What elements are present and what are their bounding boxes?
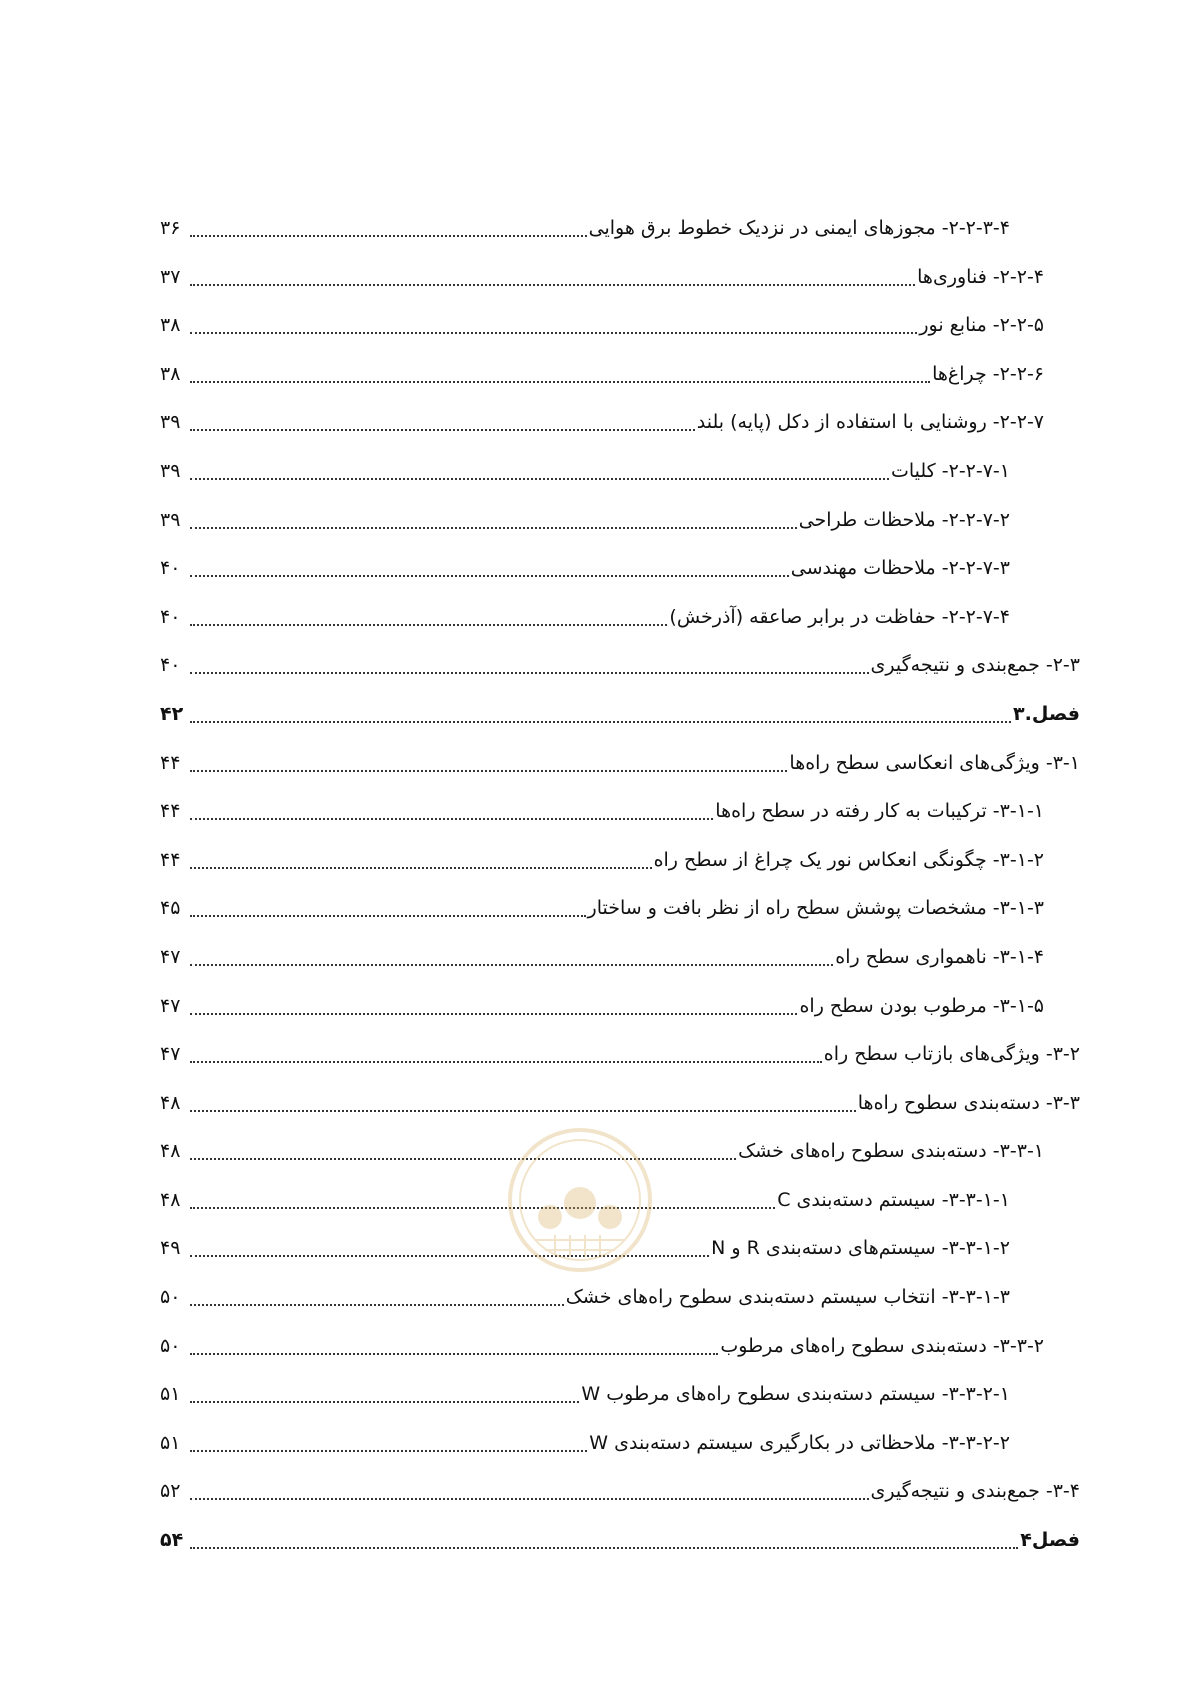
dot-leader — [190, 817, 713, 820]
toc-entry[interactable] — [160, 1372, 1080, 1421]
toc-entry-title: ۳-۱-۱- ترکیبات به کار رفته در سطح راه‌ها — [715, 800, 1044, 823]
toc-entry[interactable] — [160, 595, 1080, 644]
toc-entry[interactable] — [160, 741, 1080, 790]
toc-entry-page-number: ۴۲ — [160, 702, 184, 725]
toc-entry-page-number: ۴۰ — [160, 557, 181, 580]
dot-leader — [190, 1206, 775, 1209]
toc-entry[interactable] — [160, 984, 1080, 1033]
toc-entry-page-number: ۵۰ — [160, 1286, 181, 1309]
toc-entry-title: ۳-۳-۱- دسته‌بندی سطوح راه‌های خشک — [738, 1140, 1044, 1163]
toc-entry-title: ۲-۳- جمع‌بندی و نتیجه‌گیری — [870, 654, 1080, 677]
toc-entry[interactable] — [160, 643, 1080, 692]
dot-leader — [190, 623, 667, 626]
dot-leader — [190, 769, 787, 772]
toc-entry-title: ۲-۲-۷-۱- کلیات — [890, 459, 1010, 482]
dot-leader — [190, 574, 789, 577]
toc-entry-page-number: ۴۰ — [160, 654, 181, 677]
toc-entry-page-number: ۵۴ — [160, 1529, 184, 1552]
dot-leader — [190, 1352, 718, 1355]
toc-entry[interactable] — [160, 303, 1080, 352]
toc-entry-page-number: ۴۸ — [160, 1140, 181, 1163]
toc-entry-page-number: ۴۴ — [160, 800, 181, 823]
dot-leader — [190, 671, 869, 674]
dot-leader — [190, 963, 833, 966]
toc-entry-page-number: ۵۱ — [160, 1383, 181, 1406]
toc-entry-title: ۲-۲-۴- فناوری‌ها — [917, 265, 1044, 288]
toc-entry[interactable] — [160, 886, 1080, 935]
dot-leader — [190, 526, 797, 529]
toc-entry-title: ۳-۱- ویژگی‌های انعکاسی سطح راه‌ها — [789, 751, 1080, 774]
toc-entry-title: ۳-۳-۱-۱- سیستم دسته‌بندی C — [777, 1188, 1010, 1211]
toc-entry[interactable] — [160, 400, 1080, 449]
toc-entry-page-number: ۴۷ — [160, 1043, 181, 1066]
toc-entry[interactable] — [160, 352, 1080, 401]
table-of-contents — [160, 206, 1080, 1567]
toc-entry-title: ۳-۳-۲-۱- سیستم دسته‌بندی سطوح راه‌های مرطوب W — [581, 1383, 1010, 1406]
toc-entry-title: ۳-۳-۱-۳- انتخاب سیستم دسته‌بندی سطوح راه‌های خشک — [565, 1286, 1010, 1309]
dot-leader — [190, 1400, 579, 1403]
toc-entry-page-number: ۴۷ — [160, 994, 181, 1017]
dot-leader — [190, 234, 587, 237]
toc-entry-page-number: ۴۴ — [160, 848, 181, 871]
toc-entry-title: ۳-۲- ویژگی‌های بازتاب سطح راه — [823, 1043, 1080, 1066]
toc-entry-title: ۳-۱-۴- ناهمواری سطح راه — [835, 945, 1044, 968]
dot-leader — [190, 866, 652, 869]
toc-entry-title: فصل۴ — [1020, 1529, 1080, 1552]
toc-entry[interactable] — [160, 1518, 1080, 1567]
toc-entry-title: ۳-۱-۲- چگونگی انعکاس نور یک چراغ از سطح راه — [653, 848, 1044, 871]
toc-entry-title: ۲-۲-۷-۳- ملاحظات مهندسی — [790, 557, 1010, 580]
toc-entry-title: ۲-۲-۷- روشنایی با استفاده از دکل (پایه) بلند — [696, 411, 1044, 434]
toc-entry[interactable] — [160, 498, 1080, 547]
toc-entry[interactable] — [160, 546, 1080, 595]
toc-entry-title: ۲-۲-۶- چراغ‌ها — [932, 362, 1044, 385]
toc-entry-title: ۳-۳- دسته‌بندی سطوح راه‌ها — [857, 1091, 1080, 1114]
toc-entry-page-number: ۴۰ — [160, 605, 181, 628]
toc-entry-title: ۳-۳-۲- دسته‌بندی سطوح راه‌های مرطوب — [720, 1334, 1044, 1357]
toc-entry-title: ۳-۳-۲-۲- ملاحظاتی در بکارگیری سیستم دسته‌بندی W — [589, 1431, 1010, 1454]
toc-entry[interactable] — [160, 255, 1080, 304]
dot-leader — [190, 720, 1011, 723]
toc-entry-page-number: ۴۸ — [160, 1188, 181, 1211]
toc-entry-page-number: ۵۰ — [160, 1334, 181, 1357]
toc-entry[interactable] — [160, 1469, 1080, 1518]
toc-entry-page-number: ۴۷ — [160, 945, 181, 968]
toc-entry-page-number: ۳۹ — [160, 459, 181, 482]
toc-entry-title: ۲-۲-۷-۲- ملاحظات طراحی — [798, 508, 1010, 531]
dot-leader — [190, 1109, 856, 1112]
toc-entry[interactable] — [160, 838, 1080, 887]
dot-leader — [190, 1012, 797, 1015]
toc-entry[interactable] — [160, 1275, 1080, 1324]
toc-entry-title: ۲-۲-۳-۴- مجوزهای ایمنی در نزدیک خطوط برق هوایی — [588, 217, 1010, 239]
dot-leader — [190, 477, 889, 480]
gear-seal-logo-icon — [505, 1125, 655, 1275]
toc-entry-page-number: ۴۹ — [160, 1237, 181, 1260]
toc-entry-page-number: ۴۴ — [160, 751, 181, 774]
toc-entry[interactable] — [160, 692, 1080, 741]
toc-entry-page-number: ۳۹ — [160, 411, 181, 434]
dot-leader — [190, 1303, 564, 1306]
toc-entry[interactable] — [160, 206, 1080, 255]
toc-entry-page-number: ۴۵ — [160, 897, 181, 920]
toc-entry[interactable] — [160, 1032, 1080, 1081]
toc-entry-title: ۳-۴- جمع‌بندی و نتیجه‌گیری — [870, 1480, 1080, 1503]
toc-entry[interactable] — [160, 1421, 1080, 1470]
toc-entry-title: ۳-۱-۵- مرطوب بودن سطح راه — [799, 994, 1044, 1017]
toc-entry-title: فصل.۳ — [1013, 702, 1080, 725]
dot-leader — [190, 331, 917, 334]
dot-leader — [190, 428, 695, 431]
toc-entry-page-number: ۴۸ — [160, 1091, 181, 1114]
dot-leader — [190, 380, 930, 383]
dot-leader — [190, 283, 915, 286]
toc-entry-title: ۳-۳-۱-۲- سیستم‌های دسته‌بندی R و N — [711, 1237, 1010, 1260]
toc-entry-title: ۳-۱-۳- مشخصات پوشش سطح راه از نظر بافت و ساختار — [587, 897, 1044, 920]
toc-entry[interactable] — [160, 1081, 1080, 1130]
toc-entry[interactable] — [160, 789, 1080, 838]
dot-leader — [190, 1449, 587, 1452]
dot-leader — [190, 1546, 1018, 1549]
toc-entry[interactable] — [160, 449, 1080, 498]
toc-entry-page-number: ۳۹ — [160, 508, 181, 531]
toc-entry-page-number: ۵۱ — [160, 1431, 181, 1454]
toc-entry[interactable] — [160, 1324, 1080, 1373]
toc-entry[interactable] — [160, 935, 1080, 984]
dot-leader — [190, 914, 586, 917]
toc-entry-title: ۲-۲-۷-۴- حفاظت در برابر صاعقه (آذرخش) — [669, 605, 1010, 628]
toc-entry-page-number: ۳۸ — [160, 362, 181, 385]
dot-leader — [190, 1060, 822, 1063]
toc-entry-page-number: ۳۷ — [160, 265, 181, 288]
toc-entry-page-number: ۵۲ — [160, 1480, 181, 1503]
dot-leader — [190, 1497, 869, 1500]
toc-entry-title: ۲-۲-۵- منابع نور — [919, 314, 1044, 337]
toc-entry-page-number: ۳۶ — [160, 217, 181, 239]
toc-entry-page-number: ۳۸ — [160, 314, 181, 337]
